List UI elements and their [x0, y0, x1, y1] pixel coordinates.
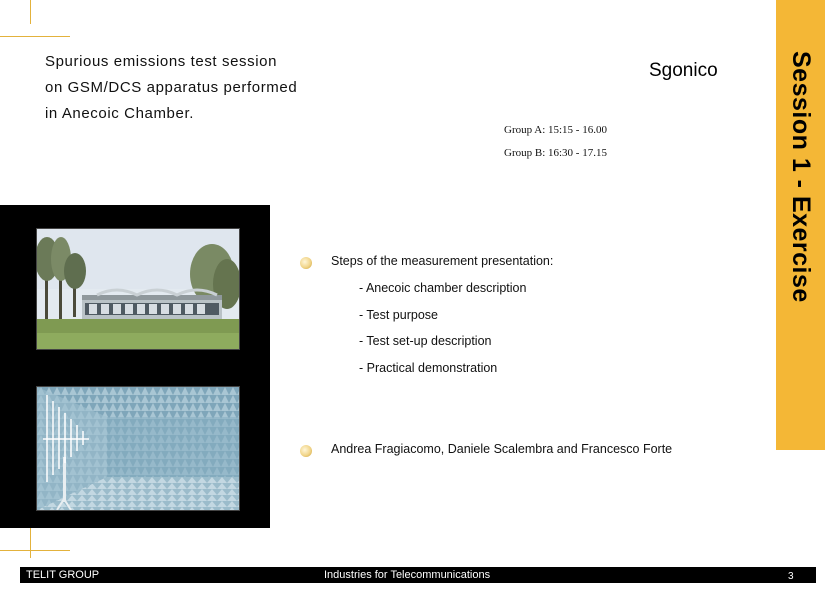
steps-heading: Steps of the measurement presentation: [331, 254, 554, 268]
step-item: - Anecoic chamber description [359, 281, 527, 295]
building-photo [36, 228, 240, 350]
session-sidebar-label: Session 1 - Exercise [787, 51, 815, 303]
footer-company: TELIT GROUP [26, 569, 100, 581]
authors: Andrea Fragiacomo, Daniele Scalembra and Francesco Forte [331, 442, 673, 456]
anechoic-chamber-photo [36, 386, 240, 511]
authors-bullet-icon [300, 445, 312, 457]
step-item: - Test set-up description [359, 334, 492, 348]
step-item: - Test purpose [359, 308, 438, 322]
steps-bullet-icon [300, 257, 312, 269]
group-a-schedule: Group A: 15:15 - 16.00 [504, 124, 607, 136]
corner-line-horizontal-bottom [0, 550, 70, 551]
session-sidebar-label-wrap [776, 0, 825, 450]
group-b-schedule: Group B: 16:30 - 17.15 [504, 147, 607, 159]
corner-line-vertical-bottom [30, 528, 31, 558]
anechoic-chamber-photo-image [37, 387, 239, 510]
building-photo-image [37, 229, 239, 349]
footer-tagline: Industries for Telecommunications [324, 569, 491, 581]
corner-line-horizontal-top [0, 36, 70, 37]
step-item: - Practical demonstration [359, 361, 498, 375]
title-line-2: on GSM/DCS apparatus performed [45, 79, 298, 96]
title-line-3: in Anecoic Chamber. [45, 105, 194, 122]
location-label: Sgonico [649, 60, 718, 81]
corner-line-vertical-top [30, 0, 31, 24]
title-line-1: Spurious emissions test session [45, 53, 278, 70]
page-number: 3 [788, 571, 794, 582]
